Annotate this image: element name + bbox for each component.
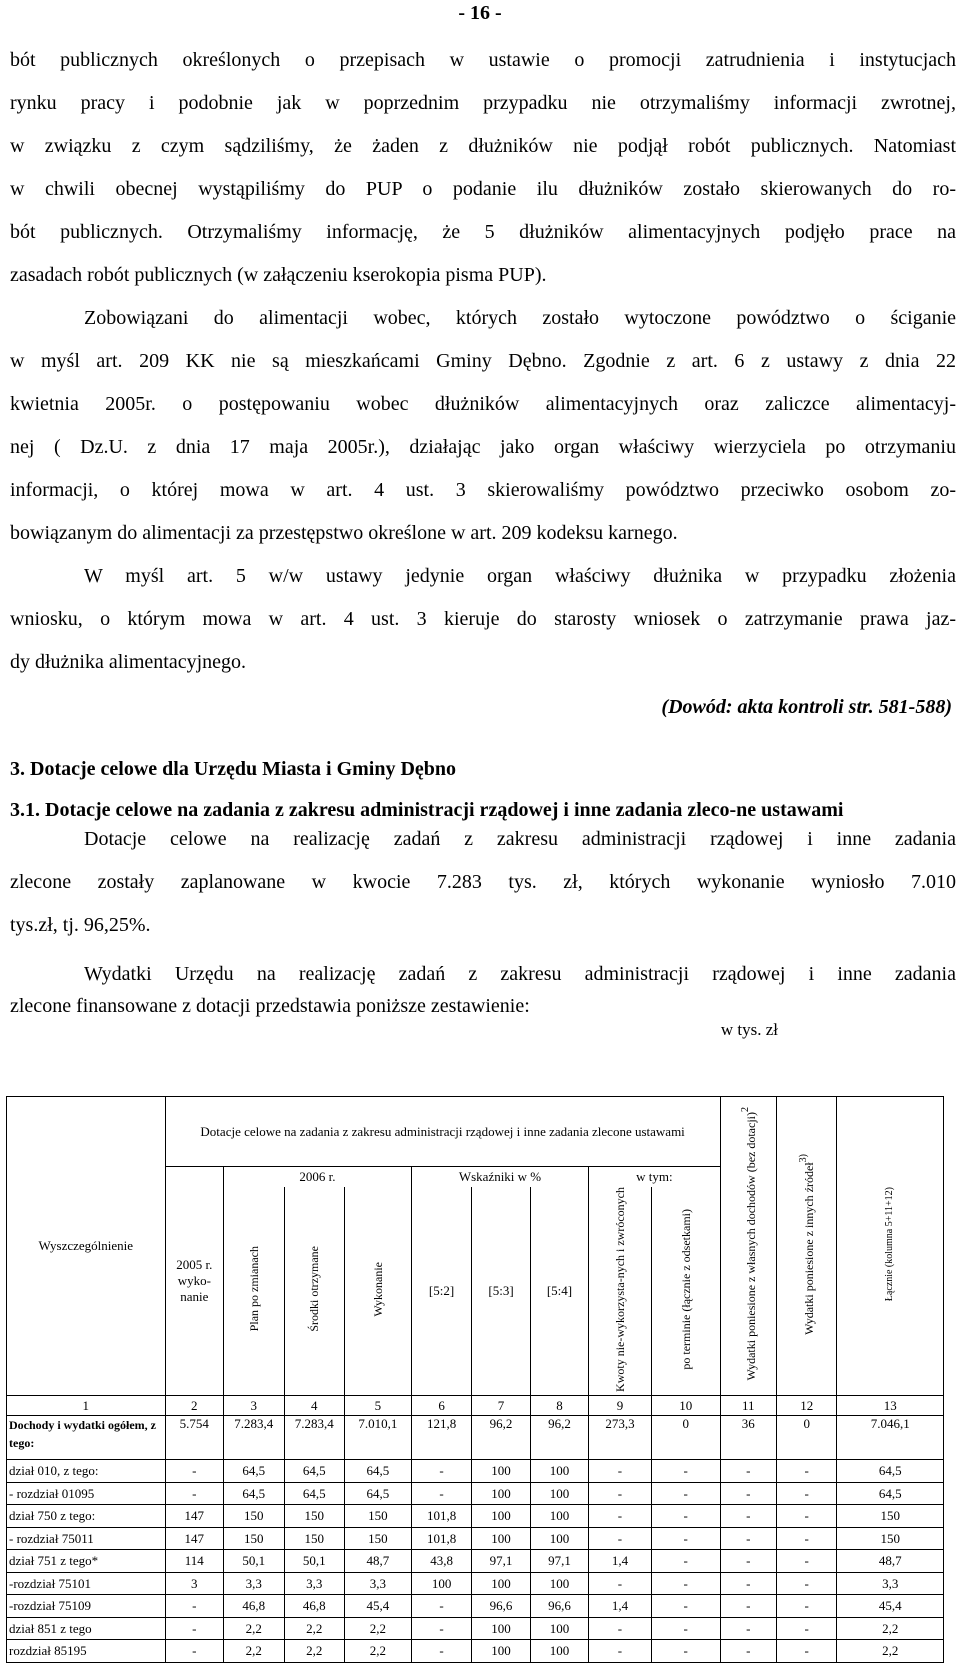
- table-cell: 0: [651, 1416, 720, 1460]
- table-cell: 50,1: [284, 1550, 345, 1573]
- column-number: 7: [472, 1396, 530, 1416]
- table-cell: -: [589, 1617, 652, 1640]
- table-body: [7, 1097, 944, 1663]
- table-row: [7, 1527, 944, 1550]
- table-cell: 147: [165, 1505, 223, 1528]
- text-line: kwietnia 2005r. o postępowaniu wobec dłużników alimentacyjnych oraz zaliczce alimentacyj-: [10, 393, 956, 415]
- table-cell: -: [776, 1572, 837, 1595]
- table-row: [7, 1640, 944, 1663]
- table-cell: 100: [530, 1640, 588, 1663]
- table-cell: -: [651, 1527, 720, 1550]
- table-row: [7, 1416, 944, 1460]
- table-cell: 64,5: [284, 1460, 345, 1483]
- table-cell: 100: [530, 1505, 588, 1528]
- column-number: 10: [651, 1396, 720, 1416]
- header-other-sources: Wydatki poniesione z innych źródeł$^{3)}$: [776, 1097, 837, 1396]
- column-number: 5: [345, 1396, 412, 1416]
- table-cell: 96,2: [530, 1416, 588, 1460]
- table-cell: 0: [776, 1416, 837, 1460]
- table-cell: 121,8: [411, 1416, 472, 1460]
- table-cell: 3,3: [837, 1572, 944, 1595]
- row-label: dział 010, z tego:: [7, 1460, 166, 1483]
- table-cell: 3: [165, 1572, 223, 1595]
- table-cell: 100: [472, 1460, 530, 1483]
- table-cell: -: [589, 1640, 652, 1663]
- column-number: 9: [589, 1396, 652, 1416]
- table-cell: 48,7: [345, 1550, 412, 1573]
- column-number: 13: [837, 1396, 944, 1416]
- table-cell: -: [720, 1640, 776, 1663]
- table-cell: -: [720, 1460, 776, 1483]
- table-cell: 150: [345, 1505, 412, 1528]
- table-cell: -: [776, 1460, 837, 1483]
- table-cell: 2,2: [224, 1617, 285, 1640]
- table-row: [7, 1460, 944, 1483]
- text-line: Zobowiązani do alimentacji wobec, których zostało wytoczone powództwo o ściganie: [84, 307, 956, 329]
- table-cell: -: [720, 1595, 776, 1618]
- header-2005: 2005 r. wyko-nanie: [165, 1167, 223, 1396]
- table-cell: -: [651, 1482, 720, 1505]
- paragraph-4: [10, 823, 956, 952]
- table-cell: 64,5: [837, 1460, 944, 1483]
- table-cell: 64,5: [224, 1460, 285, 1483]
- table-cell: -: [776, 1482, 837, 1505]
- text-line: dy dłużnika alimentacyjnego.: [10, 651, 247, 673]
- text-line: bót publicznych określonych o przepisach w ustawie o promocji zatrudnienia i instytucjach: [10, 49, 956, 71]
- table-cell: -: [651, 1460, 720, 1483]
- table-cell: 7.010,1: [345, 1416, 412, 1460]
- table-cell: 2,2: [284, 1640, 345, 1663]
- row-label: - rozdział 01095: [7, 1482, 166, 1505]
- text-line: w chwili obecnej wystąpiliśmy do PUP o podanie ilu dłużników zostało skierowanych do ro-: [10, 178, 956, 200]
- table-cell: -: [776, 1595, 837, 1618]
- column-number: 2: [165, 1396, 223, 1416]
- table-cell: 64,5: [284, 1482, 345, 1505]
- table-cell: 150: [837, 1527, 944, 1550]
- table-cell: 96,2: [472, 1416, 530, 1460]
- table-cell: 46,8: [284, 1595, 345, 1618]
- table-cell: 100: [530, 1482, 588, 1505]
- table-cell: -: [651, 1617, 720, 1640]
- column-number: 6: [411, 1396, 472, 1416]
- table-cell: -: [720, 1617, 776, 1640]
- table-row: [7, 1572, 944, 1595]
- header-total: Łącznie (kolumna 5+11+12): [837, 1097, 944, 1396]
- row-label: Dochody i wydatki ogółem, z tego:: [7, 1416, 166, 1460]
- table-cell: 150: [224, 1505, 285, 1528]
- subsection-heading: 3.1. Dotacje celowe na zadania z zakresu administracji rządowej i inne zadania zleco-ne ustawami: [10, 799, 844, 821]
- text-line: Wydatki Urzędu na realizację zadań z zakresu administracji rządowej i inne zadania: [84, 963, 956, 985]
- text-line: w związku z czym sądziliśmy, że żaden z dłużników nie podjął robót publicznych. Natomiast: [10, 135, 956, 157]
- table-cell: -: [720, 1482, 776, 1505]
- table-cell: 96,6: [530, 1595, 588, 1618]
- column-number: 4: [284, 1396, 345, 1416]
- table-cell: 100: [472, 1617, 530, 1640]
- row-label: - rozdział 75011: [7, 1527, 166, 1550]
- document-body: [10, 44, 956, 1044]
- column-number: 8: [530, 1396, 588, 1416]
- row-label: -rozdział 75109: [7, 1595, 166, 1618]
- table-cell: 96,6: [472, 1595, 530, 1618]
- table-cell: 3,3: [284, 1572, 345, 1595]
- paragraph-5: [10, 958, 956, 1020]
- table-cell: 97,1: [530, 1550, 588, 1573]
- table-cell: 100: [530, 1572, 588, 1595]
- table-cell: 100: [530, 1527, 588, 1550]
- table-cell: 45,4: [345, 1595, 412, 1618]
- column-number-row: [7, 1396, 944, 1416]
- text-line: informacji, o której mowa w art. 4 ust. 3 skierowaliśmy powództwo przeciwko osobom zo-: [10, 479, 956, 501]
- table-cell: 2,2: [837, 1617, 944, 1640]
- header-ratio-5-4: [5:4]: [530, 1187, 588, 1396]
- table-cell: 100: [472, 1527, 530, 1550]
- text-line: rynku pracy i podobnie jak w poprzednim przypadku nie otrzymaliśmy informacji zwrotnej,: [10, 92, 956, 114]
- section-heading: 3. Dotacje celowe dla Urzędu Miasta i Gminy Dębno: [10, 758, 457, 780]
- paragraph-3: [10, 560, 956, 689]
- table-cell: 64,5: [837, 1482, 944, 1505]
- table-cell: 150: [837, 1505, 944, 1528]
- evidence-reference: (Dowód: akta kontroli str. 581-588): [661, 696, 952, 718]
- table-cell: -: [165, 1617, 223, 1640]
- table-cell: -: [651, 1505, 720, 1528]
- table-cell: 101,8: [411, 1527, 472, 1550]
- table-cell: 3,3: [345, 1572, 412, 1595]
- column-number: 11: [720, 1396, 776, 1416]
- column-number: 3: [224, 1396, 285, 1416]
- table-cell: -: [411, 1595, 472, 1618]
- table-cell: -: [165, 1640, 223, 1663]
- table-cell: 36: [720, 1416, 776, 1460]
- table-cell: 147: [165, 1527, 223, 1550]
- table-cell: 273,3: [589, 1416, 652, 1460]
- column-number: 1: [7, 1396, 166, 1416]
- table-row: [7, 1617, 944, 1640]
- table-cell: -: [165, 1460, 223, 1483]
- table-cell: 43,8: [411, 1550, 472, 1573]
- table-cell: 150: [284, 1527, 345, 1550]
- table-cell: 46,8: [224, 1595, 285, 1618]
- table-cell: -: [651, 1572, 720, 1595]
- paragraph-2: [10, 302, 956, 560]
- table-cell: -: [589, 1572, 652, 1595]
- header-own-expenses: Wydatki poniesione z własnych dochodów (bez dotacji)$^2$: [720, 1097, 776, 1396]
- header-plan: Plan po zmianach: [224, 1187, 285, 1396]
- table-row: [7, 1550, 944, 1573]
- table-row: [7, 1595, 944, 1618]
- table-cell: -: [776, 1550, 837, 1573]
- table-cell: -: [589, 1482, 652, 1505]
- text-line: zlecone finansowane z dotacji przedstawia poniższe zestawienie:: [10, 995, 530, 1017]
- table-cell: 64,5: [345, 1460, 412, 1483]
- table-cell: 7.046,1: [837, 1416, 944, 1460]
- table-cell: -: [165, 1482, 223, 1505]
- text-line: wniosku, o którym mowa w art. 4 ust. 3 kieruje do starosty wniosek o zatrzymanie prawa jaz-: [10, 608, 956, 630]
- header-indicators: Wskaźniki w %: [411, 1167, 588, 1187]
- text-line: tys.zł, tj. 96,25%.: [10, 914, 151, 936]
- header-execution: Wykonanie: [345, 1187, 412, 1396]
- table-cell: -: [720, 1505, 776, 1528]
- table-cell: 100: [472, 1482, 530, 1505]
- row-label: rozdział 85195: [7, 1640, 166, 1663]
- table-cell: 7.283,4: [284, 1416, 345, 1460]
- column-number: 12: [776, 1396, 837, 1416]
- header-of-which: w tym:: [589, 1167, 720, 1187]
- table-cell: 2,2: [837, 1640, 944, 1663]
- table-cell: -: [776, 1527, 837, 1550]
- table-cell: 100: [530, 1460, 588, 1483]
- table-cell: 100: [411, 1572, 472, 1595]
- table-cell: 100: [472, 1572, 530, 1595]
- table-cell: 5.754: [165, 1416, 223, 1460]
- page-number: - 16 -: [458, 2, 502, 24]
- table-cell: -: [776, 1505, 837, 1528]
- table-row: [7, 1482, 944, 1505]
- text-line: zlecone zostały zaplanowane w kwocie 7.283 tys. zł, których wykonanie wyniosło 7.010: [10, 871, 956, 893]
- table-cell: 2,2: [284, 1617, 345, 1640]
- header-wyszczegolnienie: Wyszczególnienie: [7, 1097, 166, 1396]
- table-cell: 64,5: [345, 1482, 412, 1505]
- table-cell: -: [165, 1595, 223, 1618]
- text-line: w myśl art. 209 KK nie są mieszkańcami Gminy Dębno. Zgodnie z art. 6 z ustawy z dnia 22: [10, 350, 956, 372]
- text-line: Dotacje celowe na realizację zadań z zakresu administracji rządowej i inne zadania: [84, 828, 956, 850]
- text-line: nej ( Dz.U. z dnia 17 maja 2005r.), działając jako organ właściwy wierzyciela po otrzymaniu: [10, 436, 956, 458]
- table-cell: 45,4: [837, 1595, 944, 1618]
- table-cell: 2,2: [345, 1617, 412, 1640]
- row-label: dział 751 z tego*: [7, 1550, 166, 1573]
- table-cell: -: [651, 1595, 720, 1618]
- table-cell: 50,1: [224, 1550, 285, 1573]
- paragraph-1: [10, 44, 956, 302]
- subsidy-table: [6, 1096, 944, 1663]
- table-cell: -: [589, 1527, 652, 1550]
- table-cell: 97,1: [472, 1550, 530, 1573]
- table-cell: 100: [530, 1617, 588, 1640]
- table-cell: 150: [284, 1505, 345, 1528]
- table-cell: -: [589, 1505, 652, 1528]
- header-unused: Kwoty nie-wykorzysta-nych i zwróconych: [589, 1187, 652, 1396]
- table-cell: -: [776, 1617, 837, 1640]
- table-cell: 64,5: [224, 1482, 285, 1505]
- table-cell: -: [720, 1572, 776, 1595]
- header-late: po terminie (łącznie z odsetkami): [651, 1187, 720, 1396]
- table-cell: 3,3: [224, 1572, 285, 1595]
- table-cell: 48,7: [837, 1550, 944, 1573]
- text-line: zasadach robót publicznych (w załączeniu kserokopia pisma PUP).: [10, 264, 547, 286]
- text-line: bowiązanym do alimentacji za przestępstwo określone w art. 209 kodeksu karnego.: [10, 522, 678, 544]
- table-cell: -: [411, 1640, 472, 1663]
- table-cell: -: [411, 1617, 472, 1640]
- table-cell: -: [720, 1527, 776, 1550]
- table-cell: 100: [472, 1505, 530, 1528]
- table-cell: 2,2: [224, 1640, 285, 1663]
- table-cell: -: [411, 1482, 472, 1505]
- table-cell: -: [651, 1550, 720, 1573]
- header-ratio-5-2: [5:2]: [411, 1187, 472, 1396]
- header-ratio-5-3: [5:3]: [472, 1187, 530, 1396]
- table-cell: -: [411, 1460, 472, 1483]
- table-cell: -: [720, 1550, 776, 1573]
- row-label: dział 851 z tego: [7, 1617, 166, 1640]
- table-cell: -: [651, 1640, 720, 1663]
- row-label: dział 750 z tego:: [7, 1505, 166, 1528]
- table-cell: 2,2: [345, 1640, 412, 1663]
- header-group: Dotacje celowe na zadania z zakresu administracji rządowej i inne zadania zlecone ustawami: [165, 1097, 720, 1167]
- text-line: W myśl art. 5 w/w ustawy jedynie organ właściwy dłużnika w przypadku złożenia: [84, 565, 956, 587]
- header-2006: 2006 r.: [224, 1167, 412, 1187]
- table-cell: 1,4: [589, 1595, 652, 1618]
- table-cell: -: [776, 1640, 837, 1663]
- table-cell: 1,4: [589, 1550, 652, 1573]
- table-cell: 114: [165, 1550, 223, 1573]
- table-cell: 101,8: [411, 1505, 472, 1528]
- table-row: [7, 1505, 944, 1528]
- table-cell: 150: [224, 1527, 285, 1550]
- row-label: -rozdział 75101: [7, 1572, 166, 1595]
- header-received: Środki otrzymane: [284, 1187, 345, 1396]
- table-cell: 7.283,4: [224, 1416, 285, 1460]
- table-cell: -: [589, 1460, 652, 1483]
- text-line: bót publicznych. Otrzymaliśmy informację, że 5 dłużników alimentacyjnych podjęło prace na: [10, 221, 956, 243]
- unit-label: w tys. zł: [720, 1020, 778, 1039]
- table-cell: 100: [472, 1640, 530, 1663]
- table-cell: 150: [345, 1527, 412, 1550]
